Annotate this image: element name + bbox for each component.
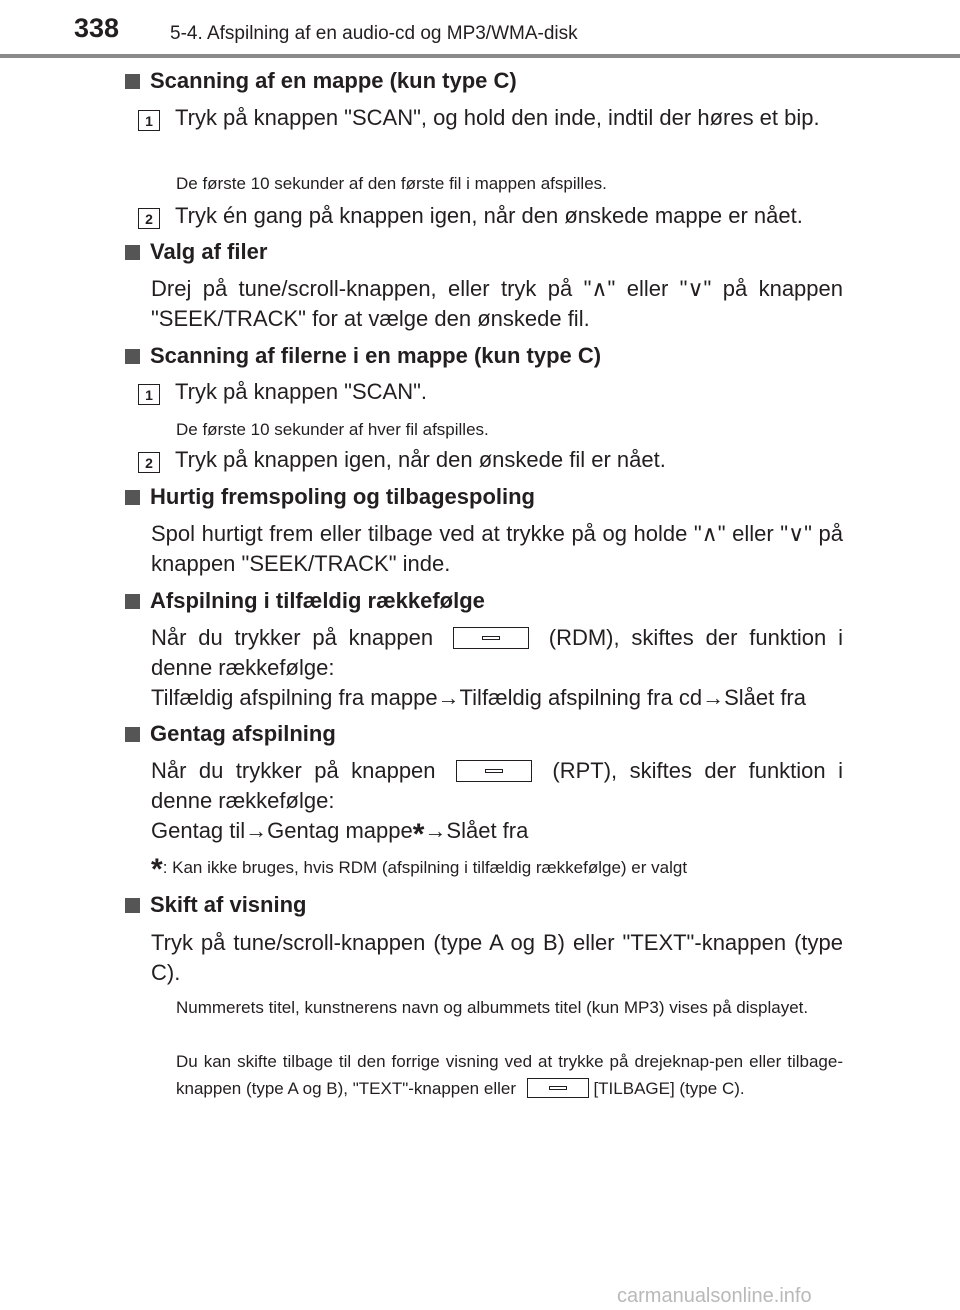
tilbage-button-icon [527, 1078, 589, 1098]
header-rule [0, 54, 960, 58]
body-paragraph: Tilfældig afspilning fra mappe→Tilfældig afspilning fra cd→Slået fra [151, 685, 806, 710]
step-text: Tryk på knappen "SCAN", og hold den inde, indtil der høres et bip. [175, 105, 820, 130]
step-text: Tryk på knappen "SCAN". [175, 379, 428, 404]
body-paragraph: Når du trykker på knappen (RDM), skiftes der funktion i denne rækkefølge: [151, 625, 843, 680]
body-paragraph: Når du trykker på knappen (RPT), skiftes der funktion i denne rækkefølge: [151, 758, 843, 813]
square-bullet-icon [125, 490, 140, 505]
step-number: 1 [138, 384, 160, 405]
step-number: 2 [138, 208, 160, 229]
section-heading-file-scan: Scanning af filerne i en mappe (kun type C) [125, 341, 601, 371]
square-bullet-icon [125, 594, 140, 609]
section-heading-file-select: Valg af filer [125, 237, 267, 267]
square-bullet-icon [125, 74, 140, 89]
square-bullet-icon [125, 349, 140, 364]
watermark: carmanualsonline.info [617, 1285, 812, 1307]
chapter-title: 5-4. Afspilning af en audio-cd og MP3/WMA-disk [170, 23, 578, 44]
body-paragraph: Gentag til→Gentag mappe*→Slået fra [151, 818, 529, 851]
section-heading-folder-scan: Scanning af en mappe (kun type C) [125, 66, 517, 96]
footnote: *: Kan ikke bruges, hvis RDM (afspilning i tilfældig rækkefølge) er valgt [151, 853, 688, 886]
step-text: Tryk på knappen igen, når den ønskede fil er nået. [175, 447, 666, 472]
step-text: Tryk én gang på knappen igen, når den ønskede mappe er nået. [175, 203, 803, 228]
rpt-button-icon [456, 760, 532, 782]
section-heading-random: Afspilning i tilfældig rækkefølge [125, 586, 485, 616]
step-number: 2 [138, 452, 160, 473]
step-number: 1 [138, 110, 160, 131]
page-header [0, 0, 960, 60]
footnote-marker: * [412, 818, 425, 851]
step-note: De første 10 sekunder af hver fil afspilles. [176, 420, 489, 439]
section-heading-repeat: Gentag afspilning [125, 719, 336, 749]
step-note: De første 10 sekunder af den første fil i mappen afspilles. [176, 174, 607, 193]
step-note: Du kan skifte tilbage til den forrige visning ved at trykke på drejeknap-pen eller tilbage-knappen (type A og B), "TEXT"-knappen eller [TILBAGE] (type C). [176, 1052, 843, 1098]
step-note: Nummerets titel, kunstnerens navn og albummets titel (kun MP3) vises på displayet. [176, 998, 809, 1017]
body-paragraph: Drej på tune/scroll-knappen, eller tryk på "∧" eller "∨" på knappen "SEEK/TRACK" for at vælge den ønskede fil. [151, 276, 843, 331]
square-bullet-icon [125, 898, 140, 913]
page-number: 338 [74, 13, 120, 43]
body-paragraph: Spol hurtigt frem eller tilbage ved at trykke på og holde "∧" eller "∨" på knappen "SEEK/TRACK" inde. [151, 521, 843, 576]
rdm-button-icon [453, 627, 529, 649]
section-heading-fast-seek: Hurtig fremspoling og tilbagespoling [125, 482, 535, 512]
square-bullet-icon [125, 245, 140, 260]
square-bullet-icon [125, 727, 140, 742]
section-heading-display: Skift af visning [125, 890, 306, 920]
body-paragraph: Tryk på tune/scroll-knappen (type A og B) eller "TEXT"-knappen (type C). [151, 930, 843, 985]
